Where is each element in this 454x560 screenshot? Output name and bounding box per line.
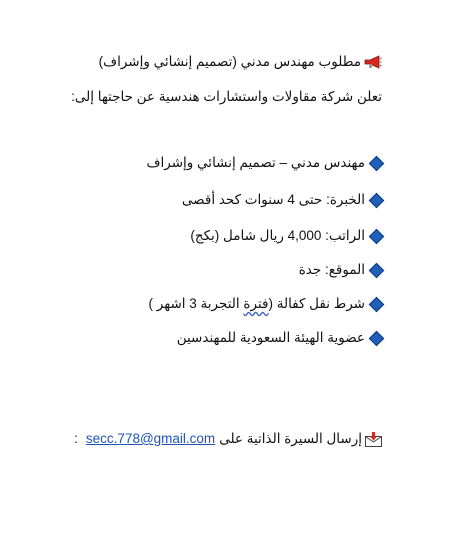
blue-diamond-icon bbox=[369, 155, 385, 171]
bullet-item bbox=[177, 329, 382, 347]
intro-text: تعلن شركة مقاولات واستشارات هندسية عن حاجتها إلى: bbox=[71, 89, 382, 104]
bullet-item bbox=[182, 191, 382, 209]
email-link[interactable]: secc.778@gmail.com bbox=[85, 431, 216, 446]
bullet-item bbox=[299, 261, 382, 279]
blue-diamond-icon bbox=[369, 262, 385, 278]
megaphone-icon bbox=[364, 55, 382, 69]
bullet-text: مهندس مدني – تصميم إنشائي وإشراف bbox=[146, 155, 365, 170]
bullet-text: الراتب: 4,000 ريال شامل (بكج) bbox=[190, 228, 365, 243]
bullet-text bbox=[149, 295, 365, 313]
blue-diamond-icon bbox=[369, 296, 385, 312]
page-title: مطلوب مهندس مدني (تصميم إنشائي وإشراف) bbox=[98, 54, 361, 69]
blue-diamond-icon bbox=[369, 192, 385, 208]
blue-diamond-icon bbox=[369, 330, 385, 346]
bullet-text-part: شرط نقل كفالة ( bbox=[268, 296, 365, 311]
contact-line bbox=[74, 430, 382, 448]
bullet-text-part: التجربة 3 اشهر ) bbox=[148, 296, 244, 311]
bullet-text: الموقع: جدة bbox=[298, 262, 365, 277]
contact-label: إرسال السيرة الذاتية على bbox=[219, 431, 362, 446]
bullet-text: عضوية الهيئة السعودية للمهندسين bbox=[176, 330, 365, 345]
bullet-item bbox=[149, 295, 382, 313]
bullet-item bbox=[190, 227, 382, 245]
spellcheck-word: فترة bbox=[243, 296, 269, 311]
intro-line bbox=[71, 88, 382, 106]
blue-diamond-icon bbox=[369, 228, 385, 244]
envelope-icon bbox=[365, 432, 382, 447]
bullet-text: الخبرة: حتى 4 سنوات كحد أقصى bbox=[181, 192, 365, 207]
contact-colon: : bbox=[74, 431, 78, 446]
title-line bbox=[99, 53, 382, 71]
bullet-item bbox=[147, 154, 382, 172]
